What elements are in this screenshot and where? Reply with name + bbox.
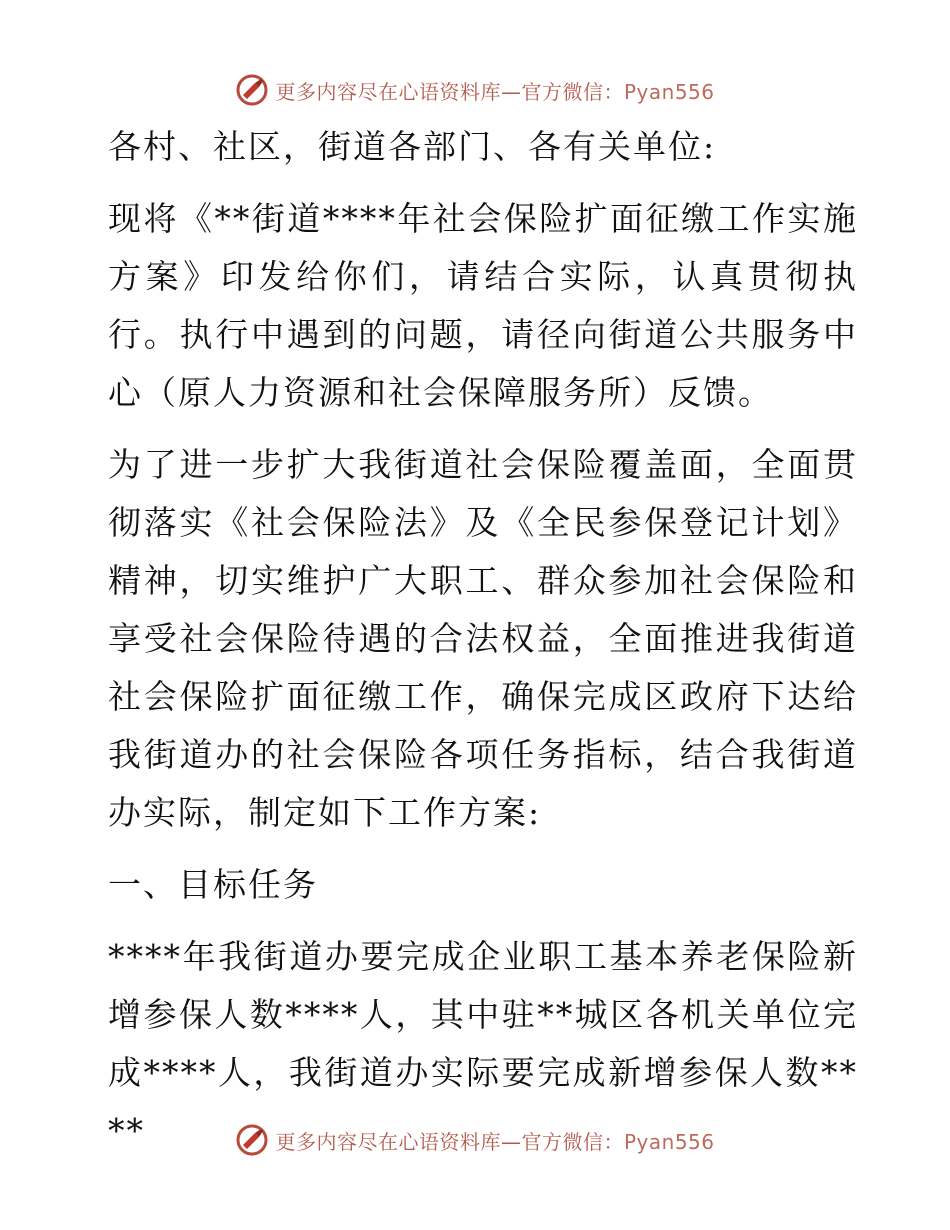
brand-logo-icon bbox=[235, 73, 269, 107]
header-watermark bbox=[0, 70, 950, 110]
paragraph-notice: 现将《**街道****年社会保险扩面征缴工作实施方案》印发给你们，请结合实际，认真贯彻执行。执行中遇到的问题，请径向街道公共服务中心（原人力资源和社会保障服务所）反馈。 bbox=[108, 199, 858, 412]
salutation: 各村、社区，街道各部门、各有关单位: bbox=[108, 127, 717, 166]
footer-watermark bbox=[0, 1120, 950, 1160]
watermark-text: 更多内容尽在心语资料库—官方微信：Pyan556 bbox=[275, 79, 715, 104]
watermark-text: 更多内容尽在心语资料库—官方微信：Pyan556 bbox=[275, 1129, 715, 1154]
paragraph-purpose: 为了进一步扩大我街道社会保险覆盖面，全面贯彻落实《社会保险法》及《全民参保登记计划》精神，切实维护广大职工、群众参加社会保险和享受社会保险待遇的合法权益，全面推进我街道社会保险扩面征缴工作，确保完成区政府下达给我街道办的社会保险各项任务指标，结合我街道办实际，制定如下工作方案: bbox=[108, 445, 858, 832]
section-heading: 一、目标任务 bbox=[108, 865, 318, 904]
brand-logo-icon bbox=[235, 1123, 269, 1157]
paragraph-targets: ****年我街道办要完成企业职工基本养老保险新增参保人数****人，其中驻**城区各机关单位完成****人，我街道办实际要完成新增参保人数**** bbox=[108, 937, 858, 1150]
document-body bbox=[98, 118, 858, 1160]
